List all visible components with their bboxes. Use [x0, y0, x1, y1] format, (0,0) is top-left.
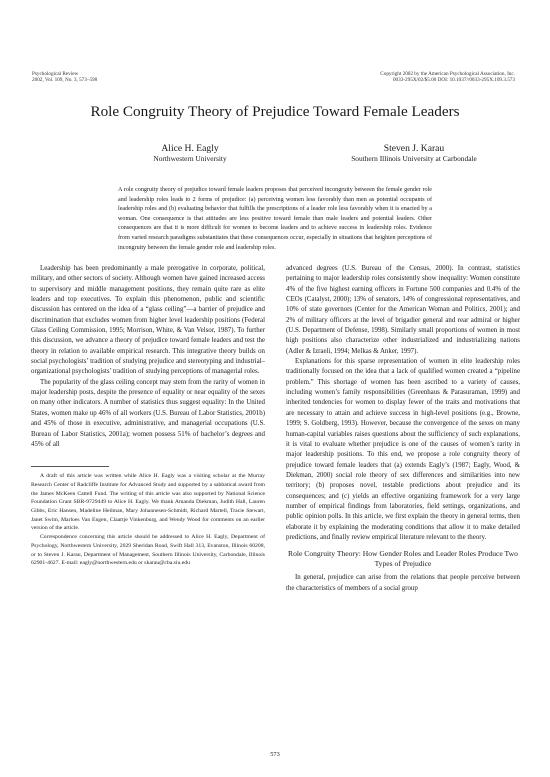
page-number: 573 — [270, 751, 280, 758]
body-paragraph: In general, prejudice can arise from the relations that people perceive between the characteristics of members of a social group — [286, 574, 520, 592]
body-paragraph: Explanations for this sparse representation of women in elite leadership roles traditionally focused on the idea that a lack of qualified women created a “pipeline problem.” This shortage of women has been ascribed to a variety of causes, including women’s family responsibilities (Greenhaus & Parasuraman, 1999) and inherited tendencies for women to display fewer of the traits and motivations that are necessary to attain and achieve success in high-level positions (e.g., Browne, 1999; S. Goldberg, 1993). However, because the convergence of the sexes on many human-capital variables raises questions about the sufficiency of such explanations, it is vital to evaluate whether prejudice is one of the causes of women’s rarity in major leadership positions. To this end, we propose a role congruity theory of prejudice toward female leaders that (a) extends Eagly’s (1987; Eagly, Wood, & Diekman, 2000) social role theory of sex differences and similarities into new territory; (b) proposes novel, testable predictions about prejudice and its consequences; and (c) yields an effective organizing framework for a very large number of empirical findings from laboratories, field settings, organizations, and public opinion polls. In this article, we first explain the theory in general terms, then elaborate it by explaining the moderating conditions that allow it to make detailed predictions, and finally review empirical literature relevant to the theory. — [286, 358, 520, 541]
copyright-header — [380, 71, 515, 84]
abstract: A role congruity theory of prejudice toward female leaders proposes that perceived incongruity between the female gender role and leadership roles leads to 2 forms of prejudice: (a) perceiving women less favorably than men as potential occupants of leadership roles and (b) evaluating behavior that fulfills the prescriptions of a leader role less favorably when it is enacted by a woman. One consequence is that attitudes are less positive toward female than male leaders and potential leaders. Other consequences are that it is more difficult for women to become leaders and to achieve success in leadership roles. Evidence from varied research paradigms substantiates that these consequences occur, especially in situations that heighten perceptions of incongruity between the female gender role and leadership roles. — [118, 187, 432, 251]
doi-line: 0033-295X/02/$5.00 DOI: 10.1037//0033-295X.109.3.573 — [392, 77, 515, 84]
author-note — [31, 472, 265, 568]
body-paragraph: Leadership has been predominantly a male prerogative in corporate, political, military, and other sectors of society. Although women have gained increased access to supervisory and middle management positions, they remain quite rare as elite leaders and top executives. To explain this phenomenon, public and scientific discussion has centered on the idea of a “glass ceiling”—a barrier of prejudice and discrimination that excludes women from higher level leadership positions (Federal Glass Ceiling Commission, 1995; Morrison, White, & Van Velsor, 1987). To further this discussion, we advance a theory of prejudice toward female leaders and test the theory in relation to available empirical research. This integrative theory builds on social psychologists’ tradition of studying prejudice and stereotyping and industrial–organizational psychologists’ tradition of studying perceptions of managerial roles. — [31, 265, 265, 376]
journal-volume: 2002, Vol. 109, No. 3, 573–598 — [32, 77, 98, 84]
author-affiliation-1: Northwestern University — [153, 154, 227, 163]
body-paragraph: The popularity of the glass ceiling concept may stem from the rarity of women in major leadership posts, despite the presence of equality or near equality of the sexes on many other indicators. A number of statistics thus suggest equality: In the United States, women make up 46% of all workers (U.S. Bureau of Labor Statistics, 2001b) and 45% of those in executive, administrative, and managerial occupations (U.S. Bureau of Labor Statistics, 2001a); women possess 51% of bachelor’s degrees and 45% of all — [31, 378, 265, 448]
author-name-1: Alice H. Eagly — [161, 143, 219, 154]
section-heading: Role Congruity Theory: How Gender Roles and Leader Roles Produce Two Types of Prejudice — [288, 549, 518, 569]
author-affiliation-2: Southern Illinois University at Carbondale — [351, 154, 477, 163]
article-title: Role Congruity Theory of Prejudice Toward Female Leaders — [90, 103, 460, 120]
body-column-left — [31, 264, 265, 568]
footnote-paragraph: A draft of this article was written while Alice H. Eagly was a visiting scholar at the Murray Research Center of Radcliffe Institute for Advanced Study and supported by a sabbatical award from the James McKeen Cattell Fund. The writing of this article was also supported by National Science Foundation Grant SBR-9729449 to Alice H. Eagly. We thank Amanda Diekman, Judith Hall, Lauren Gibbs, Eric Hansen, Madeline Heilman, Mary Johannesen-Schmidt, Richard Martell, Tracie Stewart, Janet Swim, Marloes Van Engen, Claartje Vinkenburg, and Wendy Wood for comments on an earlier version of the article. — [31, 473, 265, 532]
journal-header — [32, 71, 97, 84]
footnote-divider — [31, 466, 109, 467]
journal-name: Psychological Review — [32, 71, 79, 77]
body-column-right — [286, 264, 520, 594]
footnote-paragraph: Correspondence concerning this article should be addressed to Alice H. Eagly, Department of Psychology, Northwestern University, 2029 Sheridan Road, Swift Hall 313, Evanston, Illinois 60208, or to Steven J. Karau, Department of Management, Southern Illinois University, Carbondale, Illinois 62901-4627. E-mail: eagly@northwestern.edu or skarau@cba.siu.edu — [31, 534, 265, 567]
body-paragraph: advanced degrees (U.S. Bureau of the Census, 2000). In contrast, statistics pertaining to major leadership roles consistently show inequality: Women constitute 4% of the five highest earning officers in Fortune 500 companies and 0.4% of the CEOs (Catalyst, 2000); 13% of senators, 14% of congressional representatives, and 10% of state governors (Center for the American Woman and Politics, 2001); and 2% of military officers at the level of brigadier general and rear admiral or higher (U.S. Department of Defense, 1998). Similarly small proportions of women in most high positions also characterize other industrialized and industrializing nations (Adler & Izraeli, 1994; Melkas & Anker, 1997). — [286, 265, 520, 355]
copyright-line: Copyright 2002 by the American Psychological Association, Inc. — [380, 71, 515, 77]
author-name-2: Steven J. Karau — [383, 143, 445, 154]
